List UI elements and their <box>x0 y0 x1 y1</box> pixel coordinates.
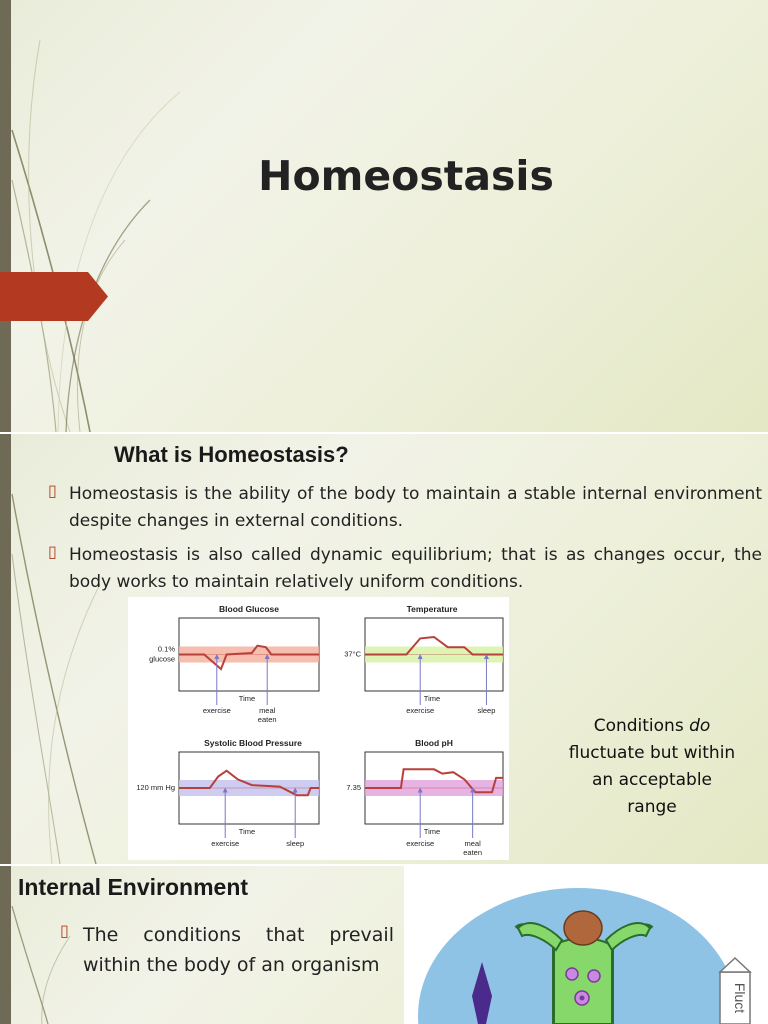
bullet-item <box>60 920 394 980</box>
fluctuation-label: Fluct <box>732 982 748 1014</box>
time-axis-label: Time <box>238 827 256 836</box>
event-label: eaten <box>257 715 277 724</box>
bullet-text: Homeostasis is also called dynamic equilibrium; that is as changes occur, the body works to maintain relatively uniform conditions. <box>69 545 762 592</box>
bullet-marker-icon: ▯ <box>60 921 69 940</box>
torso <box>554 939 612 1024</box>
title-slide <box>0 0 768 432</box>
homeostasis-graphs <box>128 597 509 860</box>
bullet-item <box>48 481 762 535</box>
bullet-marker-icon: ▯ <box>48 542 57 561</box>
graph-title: Blood Glucose <box>219 604 279 614</box>
event-label: sleep <box>286 839 305 848</box>
time-axis-label: Time <box>423 694 441 703</box>
event-label: eaten <box>463 848 483 857</box>
internal-environment-slide <box>0 866 768 1024</box>
event-label: sleep <box>477 706 496 715</box>
decorative-curves <box>0 0 200 432</box>
slide-heading: Internal Environment <box>18 874 249 900</box>
human-body-illustration <box>404 866 768 1024</box>
event-label: exercise <box>406 839 435 848</box>
event-label: exercise <box>211 839 240 848</box>
event-label: meal <box>259 706 276 715</box>
note-emphasis: do <box>689 716 711 736</box>
slide-heading: What is Homeostasis? <box>114 442 349 467</box>
graph-title: Temperature <box>406 604 458 614</box>
fluctuation-note <box>566 713 738 821</box>
event-label: exercise <box>202 706 231 715</box>
cell-icon <box>566 968 578 980</box>
homeostasis-graphs-figure <box>128 597 509 860</box>
bullet-text: The conditions that prevail within the body of an organism <box>83 924 394 976</box>
set-point-label: 0.1% <box>157 644 175 654</box>
note-text-end: fluctuate but within an acceptable range <box>568 743 736 817</box>
time-axis-label: Time <box>238 694 256 703</box>
cell-icon <box>588 970 600 982</box>
arrow-tab-decoration <box>0 272 108 321</box>
time-axis-label: Time <box>423 827 441 836</box>
body-illustration <box>404 866 768 1024</box>
slide-title: Homeostasis <box>258 152 554 200</box>
set-point-label: 37°C <box>344 649 361 659</box>
event-label: exercise <box>406 706 435 715</box>
set-point-label: 120 mm Hg <box>136 783 175 792</box>
graph-title: Systolic Blood Pressure <box>204 738 302 748</box>
set-point-label: glucose <box>149 654 175 664</box>
event-label: meal <box>464 839 481 848</box>
bullet-marker-icon: ▯ <box>48 481 57 500</box>
definition-slide <box>0 434 768 864</box>
head <box>564 911 602 945</box>
set-point-label: 7.35 <box>346 783 361 792</box>
graph-title: Blood pH <box>415 738 453 748</box>
bullet-text: Homeostasis is the ability of the body to maintain a stable internal environment despite changes in external conditions. <box>69 484 762 531</box>
note-text-start: Conditions <box>593 716 690 736</box>
bullet-item <box>48 542 762 596</box>
